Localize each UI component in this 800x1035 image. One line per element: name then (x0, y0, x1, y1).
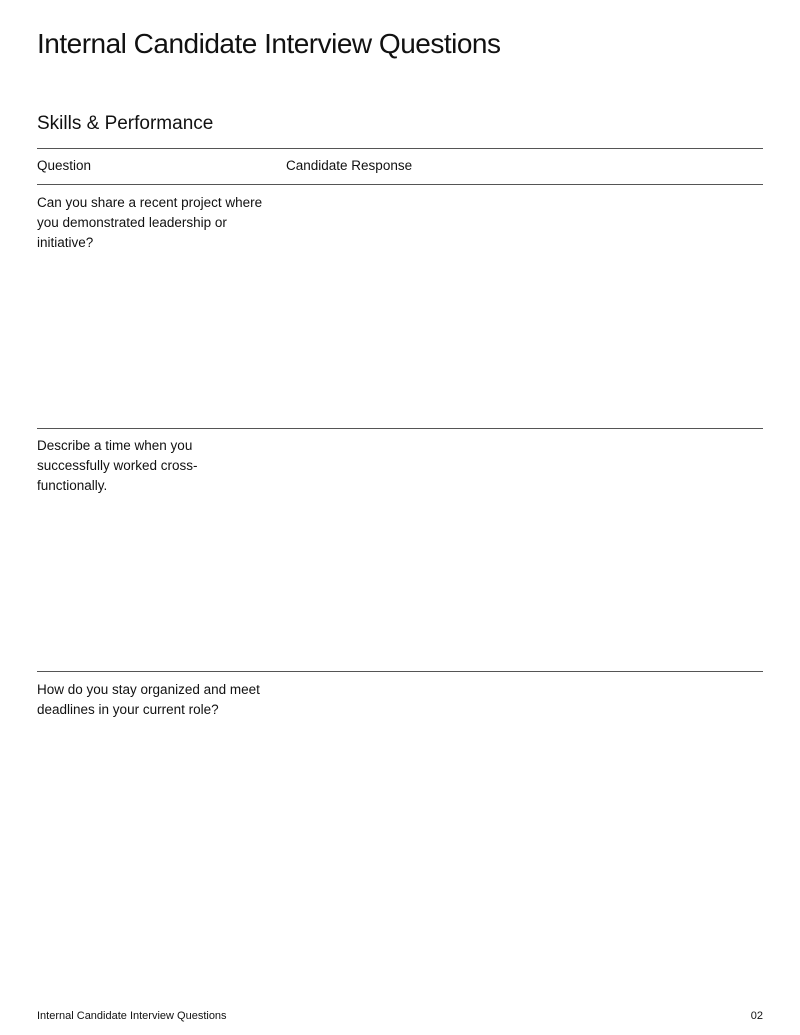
divider (37, 671, 763, 672)
divider (37, 428, 763, 429)
question-text: How do you stay organized and meet deadlines in your current role? (37, 682, 260, 717)
question-text: Can you share a recent project where you demonstrated leadership or initiative? (37, 195, 263, 250)
page-title: Internal Candidate Interview Questions (37, 28, 501, 59)
section-heading: Skills & Performance (37, 113, 214, 134)
column-header-question: Question (37, 158, 92, 173)
column-header-response: Candidate Response (286, 158, 413, 173)
page-number: 02 (750, 1010, 763, 1022)
divider (37, 184, 763, 185)
divider (37, 148, 763, 149)
footer-title: Internal Candidate Interview Questions (37, 1010, 227, 1022)
question-text: Describe a time when you successfully worked cross-functionally. (37, 438, 198, 493)
